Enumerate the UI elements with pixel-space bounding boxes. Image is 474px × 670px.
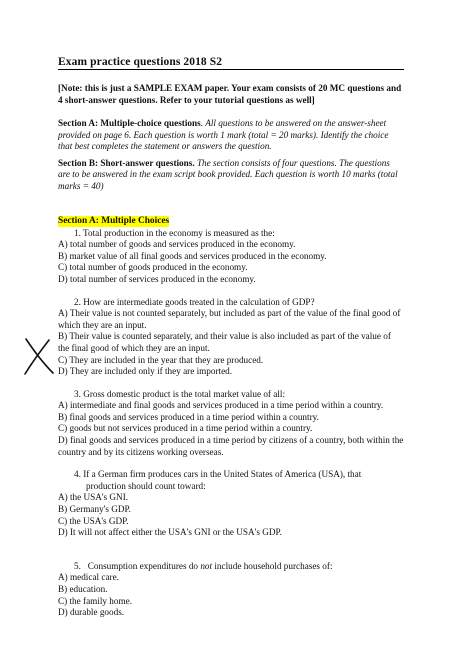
answer-option: C) They are included in the year that they are produced. xyxy=(58,354,264,365)
section-a-description-heading: Section A: Multiple-choice questions xyxy=(58,118,201,128)
answer-option: C) total number of goods produced in the economy. xyxy=(58,262,248,273)
answer-option: B) final goods and services produced in a time period within a country. xyxy=(58,411,319,422)
sample-exam-note: [Note: this is just a SAMPLE EXAM paper. Your exam consists of 20 MC questions and 4 short-answer questions. Refer to your tutorial questions as well] xyxy=(58,83,402,105)
answer-option: C) the USA's GDP. xyxy=(58,515,129,526)
section-a-description-text: All questions to be answered on the answer-sheet provided on page 6. Each question is worth 1 mark (total = 20 marks). Identify the choice that best completes the statement or answers the question. xyxy=(58,118,389,152)
section-b-description-text: The section consists of four questions. The questions are to be answered in the exam script book provided. Each question is worth 10 marks (total marks = 40) xyxy=(58,157,398,191)
question-stem: 5. Consumption expenditures do not include household purchases of: xyxy=(74,560,333,571)
answer-option: A) total number of goods and services produced in the economy. xyxy=(58,239,296,250)
answer-option: C) goods but not services produced in a time period within a country. xyxy=(58,423,313,434)
handwritten-cross-mark xyxy=(22,336,56,376)
section-b-description xyxy=(58,158,404,193)
answer-option: B) education. xyxy=(58,584,108,594)
question-3 xyxy=(58,389,404,459)
answer-option: C) the family home. xyxy=(58,595,132,606)
question-stem: 4. If a German firm produces cars in the United States of America (USA), that xyxy=(74,469,362,480)
question-1 xyxy=(58,228,404,286)
question-stem: 1. Total production in the economy is measured as the: xyxy=(74,227,275,238)
answer-option: D) total number of services produced in the economy. xyxy=(58,273,256,284)
answer-option: A) the USA's GNI. xyxy=(58,492,129,503)
answer-option: D) durable goods. xyxy=(58,607,125,618)
question-stem-continued: production should count toward: xyxy=(86,480,206,491)
page-title: Exam practice questions 2018 S2 xyxy=(58,56,404,70)
question-2 xyxy=(58,297,404,378)
answer-option: D) It will not affect either the USA's GNI or the USA's GDP. xyxy=(58,527,282,538)
answer-option: B) Germany's GDP. xyxy=(58,504,131,515)
exam-page xyxy=(58,56,404,619)
answer-option: D) They are included only if they are imported. xyxy=(58,366,233,377)
answer-option: D) final goods and services produced in a time period by citizens of a country, both within the country and by its citizens working overseas. xyxy=(58,435,404,457)
answer-option: B) market value of all final goods and services produced in the economy. xyxy=(58,250,327,261)
answer-option: B) Their value is counted separately, and their value is also included as part of the value of the final good of which they are an input. xyxy=(58,331,391,353)
answer-option: A) intermediate and final goods and services produced in a time period within a country. xyxy=(58,400,384,411)
question-4 xyxy=(58,469,404,539)
answer-option: A) Their value is not counted separately, but included as part of the value of the final good of which they are an input. xyxy=(58,308,401,330)
section-b-description-heading: Section B: Short-answer questions. xyxy=(58,157,195,168)
question-stem: 3. Gross domestic product is the total market value of all: xyxy=(74,388,286,399)
answer-option: A) medical care. xyxy=(58,572,119,583)
question-stem: 2. How are intermediate goods treated in the calculation of GDP? xyxy=(74,296,315,307)
section-a-description: Section A: Multiple-choice questions. All questions to be answered on the answer-sheet provided on page 6. Each question is worth 1 mark (total = 20 marks). Identify the choice that best completes the statement or answers the question. xyxy=(58,118,389,152)
section-a-title: Section A: Multiple Choices xyxy=(58,215,170,226)
question-5 xyxy=(58,561,404,619)
